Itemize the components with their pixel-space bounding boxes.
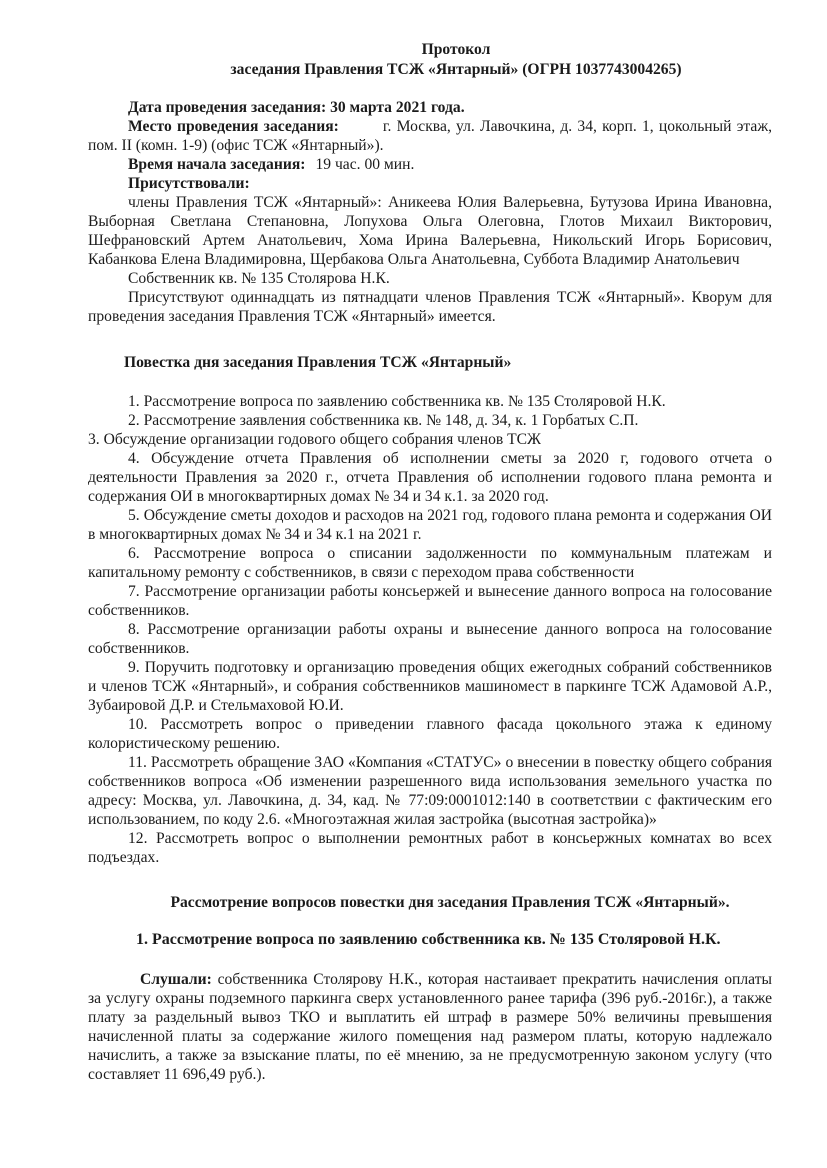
meeting-date — [88, 98, 772, 117]
review-title: Рассмотрение вопросов повестки дня заседания Правления ТСЖ «Янтарный». — [170, 894, 730, 911]
meeting-place — [88, 117, 772, 155]
heard-label: Слушали: — [140, 971, 212, 988]
agenda-item: 3. Обсуждение организации годового общего собрания членов ТСЖ — [88, 431, 542, 448]
quorum-text: Присутствуют одиннадцать из пятнадцати членов Правления ТСЖ «Янтарный». Кворум для проведения заседания Правления ТСЖ «Янтарный» имеется. — [88, 289, 772, 325]
agenda-list — [88, 392, 772, 867]
present-owner: Собственник кв. № 135 Столярова Н.К. — [128, 270, 390, 287]
agenda-item: 8. Рассмотрение организации работы охраны и вынесение данного вопроса на голосование собственников. — [88, 621, 772, 657]
meeting-date-label: Дата проведения заседания — [128, 99, 321, 116]
meeting-date-value: 30 марта 2021 года. — [330, 99, 465, 116]
meeting-place-label: Место проведения заседания: — [128, 118, 339, 135]
agenda-item: 10. Рассмотреть вопрос о приведении главного фасада цокольного этажа к единому колористическому решению. — [88, 716, 772, 752]
meeting-place-value-1: г. Москва, ул. Лавочкина, д. 34, корп. 1, цокольный этаж, — [382, 118, 772, 135]
agenda-item: 4. Обсуждение отчета Правления об исполнении сметы за 2020 г, годового отчета о деятельности Правления за 2020 г., отчета Правления об исполнении годового плана ремонта и содержания ОИ в многоквартирных домах № 34 и 34 к.1. за 2020 год. — [88, 450, 772, 505]
start-time-label: Время начала заседания: — [128, 156, 306, 173]
doc-title: Протокол — [421, 41, 491, 58]
agenda-item: 12. Рассмотреть вопрос о выполнении ремонтных работ в консьержных комнатах во всех подъездах. — [88, 830, 772, 866]
start-time — [88, 155, 772, 174]
agenda-item: 2. Рассмотрение заявления собственника кв. № 148, д. 34, к. 1 Горбатых С.П. — [128, 412, 639, 429]
meeting-place-value-2: пом. II (комн. 1-9) (офис ТСЖ «Янтарный»). — [88, 137, 384, 154]
meeting-meta — [88, 98, 772, 326]
protocol-sheet — [88, 40, 772, 1084]
heard-paragraph — [88, 970, 772, 1084]
present-members: члены Правления ТСЖ «Янтарный»: Аникеева Юлия Валерьевна, Бутузова Ирина Ивановна, Выборная Светлана Степановна, Лопухова Ольга Олеговна, Глотов Михаил Викторович, Шефрановский Артем Анатольевич, Хома Ирина Валерьевна, Никольский Игорь Борисович, Кабанкова Елена Владимировна, Щербакова Ольга Анатольевна, Суббота Владимир Анатольевич — [88, 194, 772, 268]
agenda-item: 11. Рассмотреть обращение ЗАО «Компания «СТАТУС» о внесении в повестку общего собрания собственников вопроса «Об изменении разрешенного вида использования земельного участка по адресу: Москва, ул. Лавочкина, д. 34, кад. № 77:09:0001012:140 в соответствии с фактическим его использованием, по коду 2.6. «Многоэтажная жилая застройка (высотная застройка)» — [88, 754, 772, 828]
agenda-item: 7. Рассмотрение организации работы консьержей и вынесение данного вопроса на голосование собственников. — [88, 583, 772, 619]
agenda-item: 5. Обсуждение сметы доходов и расходов на 2021 год, годового плана ремонта и содержания ОИ в многоквартирных домах № 34 и 34 к.1 на 2021 г. — [88, 507, 772, 543]
meeting-date-colon: : — [320, 99, 331, 116]
agenda-item: 1. Рассмотрение вопроса по заявлению собственника кв. № 135 Столяровой Н.К. — [128, 393, 666, 410]
item1-title: 1. Рассмотрение вопроса по заявлению собственника кв. № 135 Столяровой Н.К. — [136, 931, 721, 948]
start-time-value: 19 час. 00 мин. — [315, 156, 415, 173]
heard-text: собственника Столярову Н.К., которая настаивает прекратить начисления оплаты за услугу охраны подземного паркинга сверх установленного ранее тарифа (396 руб.-2016г.), а также плату за раздельный вывоз ТКО и выплатить ей штраф в размере 50% величины превышения начисленной платы за содержание жилого помещения над размером платы, которую надлежало начислить, а также за взыскание платы, по её мнению, за не предусмотренную законом услугу (что составляет 11 696,49 руб.). — [88, 971, 772, 1083]
present-label: Присутствовали: — [128, 175, 250, 192]
doc-subtitle: заседания Правления ТСЖ «Янтарный» (ОГРН 1037743004265) — [230, 61, 682, 78]
agenda-item: 9. Поручить подготовку и организацию проведения общих ежегодных собраний собственников и членов ТСЖ «Янтарный», и собрания собственников машиномест в паркинге ТСЖ Адамовой А.Р., Зубаировой Д.Р. и Стельмаховой Ю.И. — [88, 659, 772, 714]
agenda-item: 6. Рассмотрение вопроса о списании задолженности по коммунальным платежам и капитальному ремонту с собственников, в связи с переходом права собственности — [88, 545, 772, 581]
agenda-title: Повестка дня заседания Правления ТСЖ «Янтарный» — [124, 354, 512, 371]
